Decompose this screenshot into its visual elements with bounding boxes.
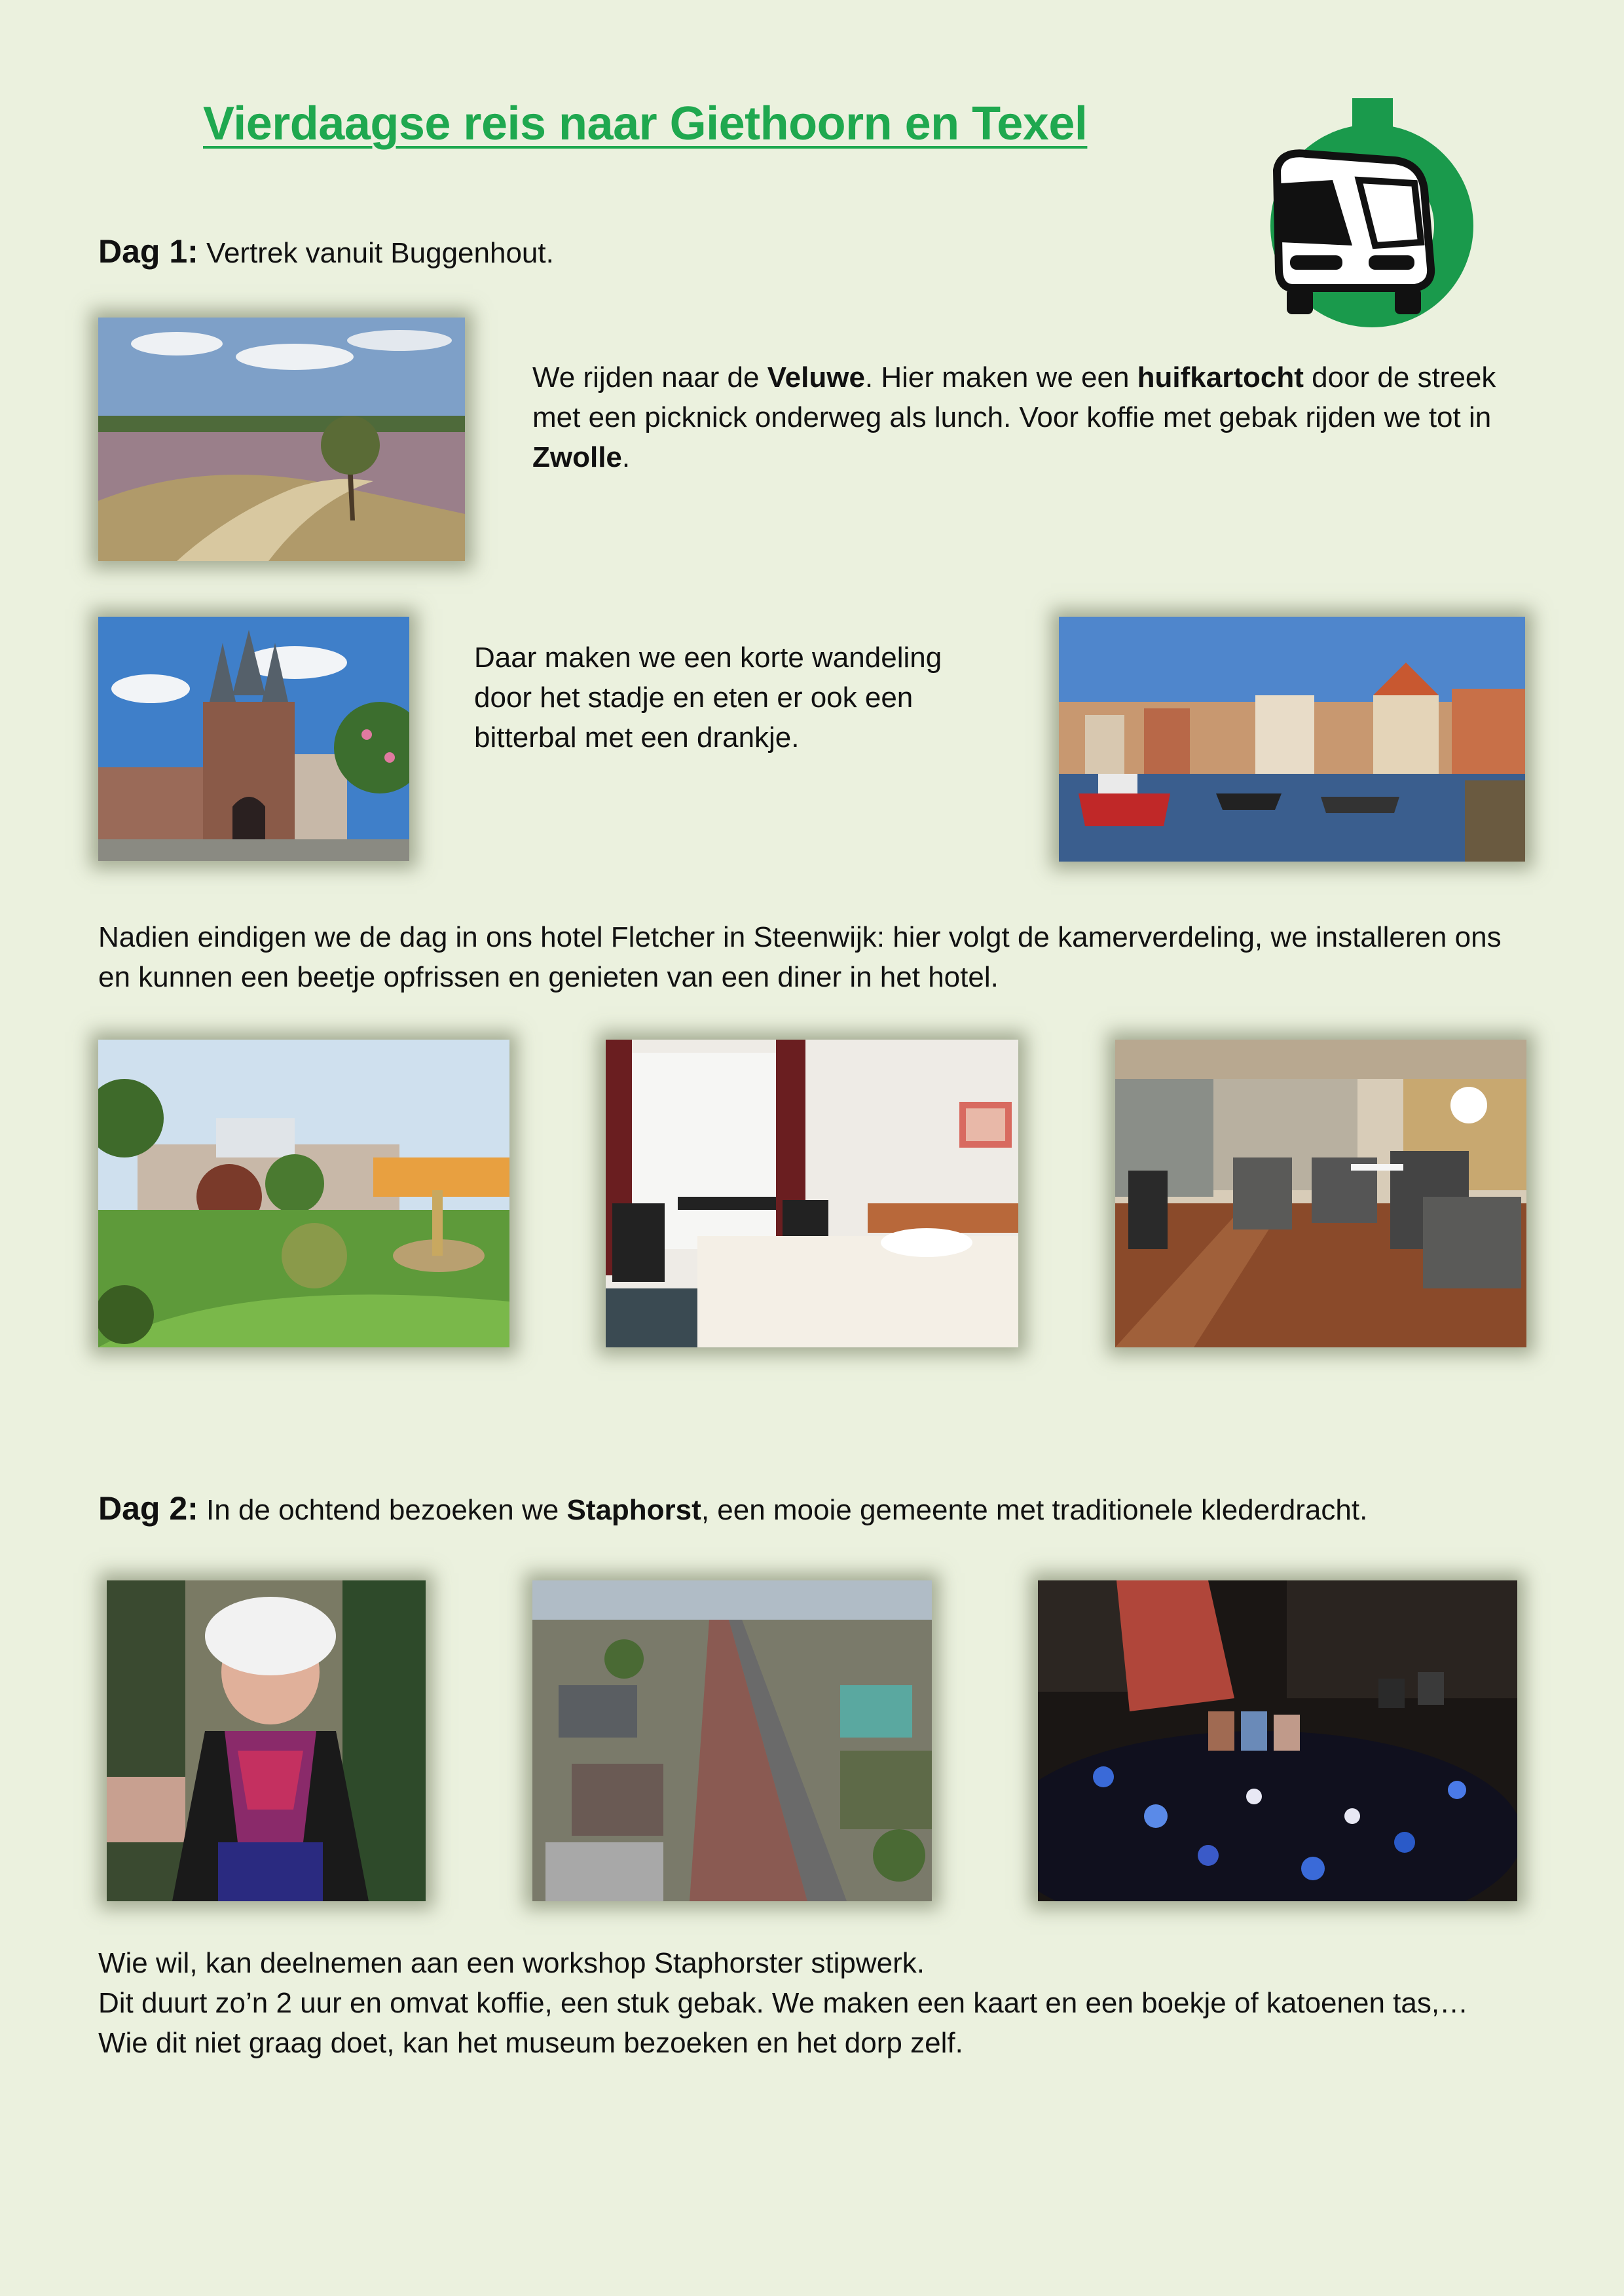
day1-intro: Vertrek vanuit Buggenhout. — [198, 237, 554, 269]
day1-paragraph-hotel: Nadien eindigen we de dag in ons hotel Fletcher in Steenwijk: hier volgt de kamerverdeling, we installeren ons en kunnen een beetje opfrissen en genieten van een diner in het hotel. — [98, 921, 1502, 993]
text-segment: , een mooie gemeente met traditionele klederdracht. — [701, 1494, 1368, 1526]
bold-veluwe: Veluwe — [767, 361, 865, 393]
day1-heading — [98, 232, 554, 273]
day1-paragraph-veluwe — [532, 357, 1528, 477]
day2-intro — [198, 1494, 1367, 1526]
photo-harbour — [1059, 617, 1525, 862]
day1-label: Dag 1: — [98, 233, 198, 270]
text-segment: door de streek met een picknick onderweg als lunch. Voor koffie met gebak rijden we tot in — [532, 361, 1496, 433]
workshop-line-1: Wie wil, kan deelnemen aan een workshop Staphorster stipwerk. — [98, 1947, 925, 1979]
photo-hotel-restaurant — [1115, 1040, 1526, 1347]
day2-heading — [98, 1489, 1367, 1530]
photo-traditional-costume — [107, 1580, 426, 1901]
photo-city-gate — [98, 617, 409, 861]
text-segment: . Hier maken we een — [864, 361, 1137, 393]
photo-stipwerk-workshop — [1038, 1580, 1517, 1901]
workshop-line-2: Dit duurt zo’n 2 uur en omvat koffie, een stuk gebak. We maken een kaart en een boekje of katoenen tas,… — [98, 1987, 1469, 2019]
bold-staphorst: Staphorst — [566, 1494, 701, 1526]
day1-paragraph-zwolle: Daar maken we een korte wandeling door het stadje en eten er ook een bitterbal met een drankje. — [474, 642, 942, 754]
bold-zwolle: Zwolle — [532, 441, 622, 473]
bold-huifkartocht: huifkartocht — [1137, 361, 1304, 393]
photo-village-aerial — [532, 1580, 932, 1901]
text-segment: We rijden naar de — [532, 361, 767, 393]
photo-veluwe-heath — [98, 318, 465, 561]
photo-hotel-exterior — [98, 1040, 509, 1347]
text-segment: In de ochtend bezoeken we — [198, 1494, 567, 1526]
bus-logo-icon — [1254, 98, 1483, 327]
day2-label: Dag 2: — [98, 1490, 198, 1527]
day2-workshop-text — [98, 1943, 1572, 2063]
page-title: Vierdaagse reis naar Giethoorn en Texel — [203, 98, 1088, 150]
text-segment: . — [621, 441, 631, 473]
workshop-line-3: Wie dit niet graag doet, kan het museum bezoeken en het dorp zelf. — [98, 2027, 963, 2059]
photo-hotel-room — [606, 1040, 1018, 1347]
